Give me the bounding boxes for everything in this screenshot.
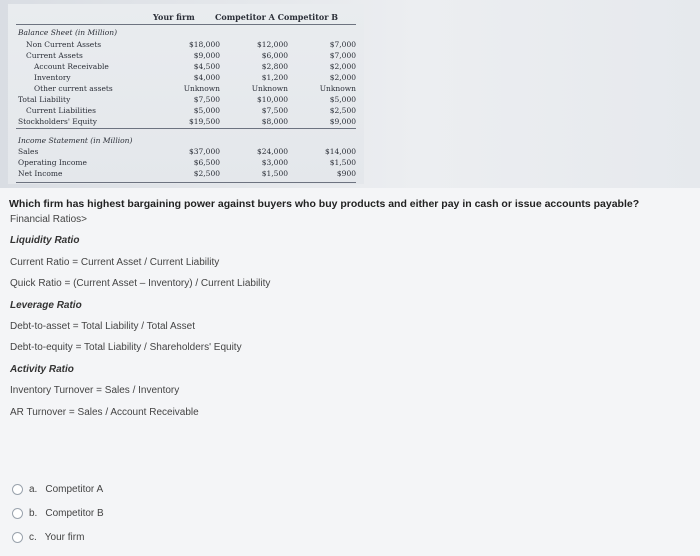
answer-option[interactable] (12, 532, 84, 543)
table-row-label: Net Income (18, 169, 63, 178)
table-cell: $37,000 (188, 147, 220, 156)
table-row-label: Non Current Assets (26, 40, 102, 49)
table-cell: $7,500 (193, 95, 220, 104)
option-label: Competitor A (45, 484, 104, 496)
table-cell: $2,500 (193, 169, 220, 178)
table-cell: $5,000 (329, 95, 356, 104)
radio-button[interactable] (12, 484, 23, 495)
col-header-competitors: Competitor A Competitor B (215, 12, 338, 22)
table-cell: $7,500 (261, 106, 288, 115)
table-row-label: Total Liability (18, 95, 71, 104)
table-cell: $3,000 (261, 158, 288, 167)
option-label: Competitor B (45, 508, 104, 520)
table-cell: $9,000 (329, 117, 356, 126)
option-letter: c. (29, 532, 37, 544)
table-cell: $6,000 (261, 51, 288, 60)
table-cell: $1,200 (261, 73, 288, 82)
radio-button[interactable] (12, 508, 23, 519)
table-cell: $4,000 (193, 73, 220, 82)
table-cell: $2,500 (329, 106, 356, 115)
answer-option[interactable] (12, 508, 104, 519)
ratio-heading: Leverage Ratio (10, 299, 82, 311)
table-cell: $1,500 (261, 169, 288, 178)
table-cell: $900 (336, 169, 356, 178)
table-cell: $6,500 (193, 158, 220, 167)
table-cell: Unknown (251, 84, 288, 93)
table-cell: Unknown (319, 84, 356, 93)
divider (16, 24, 356, 25)
ratio-line: Current Ratio = Current Asset / Current Liability (10, 256, 220, 268)
table-row-label: Current Assets (26, 51, 83, 60)
ratio-line: AR Turnover = Sales / Account Receivable (10, 406, 199, 418)
table-cell: Unknown (183, 84, 220, 93)
ratio-heading: Activity Ratio (10, 363, 74, 375)
table-row-label: Account Receivable (34, 62, 109, 71)
table-cell: $2,800 (261, 62, 288, 71)
col-header-your-firm: Your firm (153, 12, 195, 22)
table-cell: $8,000 (261, 117, 288, 126)
table-row-label: Stockholders' Equity (18, 117, 98, 126)
divider (16, 182, 356, 183)
table-cell: $12,000 (256, 40, 288, 49)
table-row-label: Current Liabilities (26, 106, 96, 115)
radio-button[interactable] (12, 532, 23, 543)
table-cell: $24,000 (256, 147, 288, 156)
ratio-line: Quick Ratio = (Current Asset – Inventory) / Current Liability (10, 278, 271, 290)
question-image (0, 0, 700, 188)
question-text: Which firm has highest bargaining power against buyers who buy products and either pay in cash or issue accounts payable? (9, 198, 640, 210)
table-cell: $2,000 (329, 62, 356, 71)
table-cell: $7,000 (329, 40, 356, 49)
ratio-line: Debt-to-asset = Total Liability / Total Asset (10, 321, 196, 332)
option-letter: a. (29, 484, 38, 496)
option-label: Your firm (44, 532, 85, 544)
table-cell: $18,000 (188, 40, 220, 49)
table-cell: $2,000 (329, 73, 356, 82)
ratio-line: Financial Ratios> (10, 214, 87, 225)
table-cell: $10,000 (256, 95, 288, 104)
divider (16, 128, 356, 129)
table-cell: $5,000 (193, 106, 220, 115)
table-cell: $4,500 (193, 62, 220, 71)
financial-table (8, 4, 364, 184)
table-row-label: Operating Income (18, 158, 87, 167)
income-statement-title: Income Statement (in Million) (18, 136, 133, 145)
answer-option[interactable] (12, 484, 103, 495)
table-cell: $14,000 (324, 147, 356, 156)
table-row-label: Inventory (34, 73, 71, 82)
table-cell: $7,000 (329, 51, 356, 60)
table-cell: $19,500 (188, 117, 220, 126)
ratio-line: Inventory Turnover = Sales / Inventory (10, 385, 180, 397)
table-cell: $1,500 (329, 158, 356, 167)
ratio-line: Debt-to-equity = Total Liability / Shareholders' Equity (10, 342, 242, 354)
ratio-heading: Liquidity Ratio (10, 235, 80, 247)
table-cell: $9,000 (193, 51, 220, 60)
table-row-label: Sales (18, 147, 39, 156)
balance-sheet-title: Balance Sheet (in Million) (18, 28, 118, 37)
table-row-label: Other current assets (34, 84, 113, 93)
option-letter: b. (29, 508, 38, 520)
